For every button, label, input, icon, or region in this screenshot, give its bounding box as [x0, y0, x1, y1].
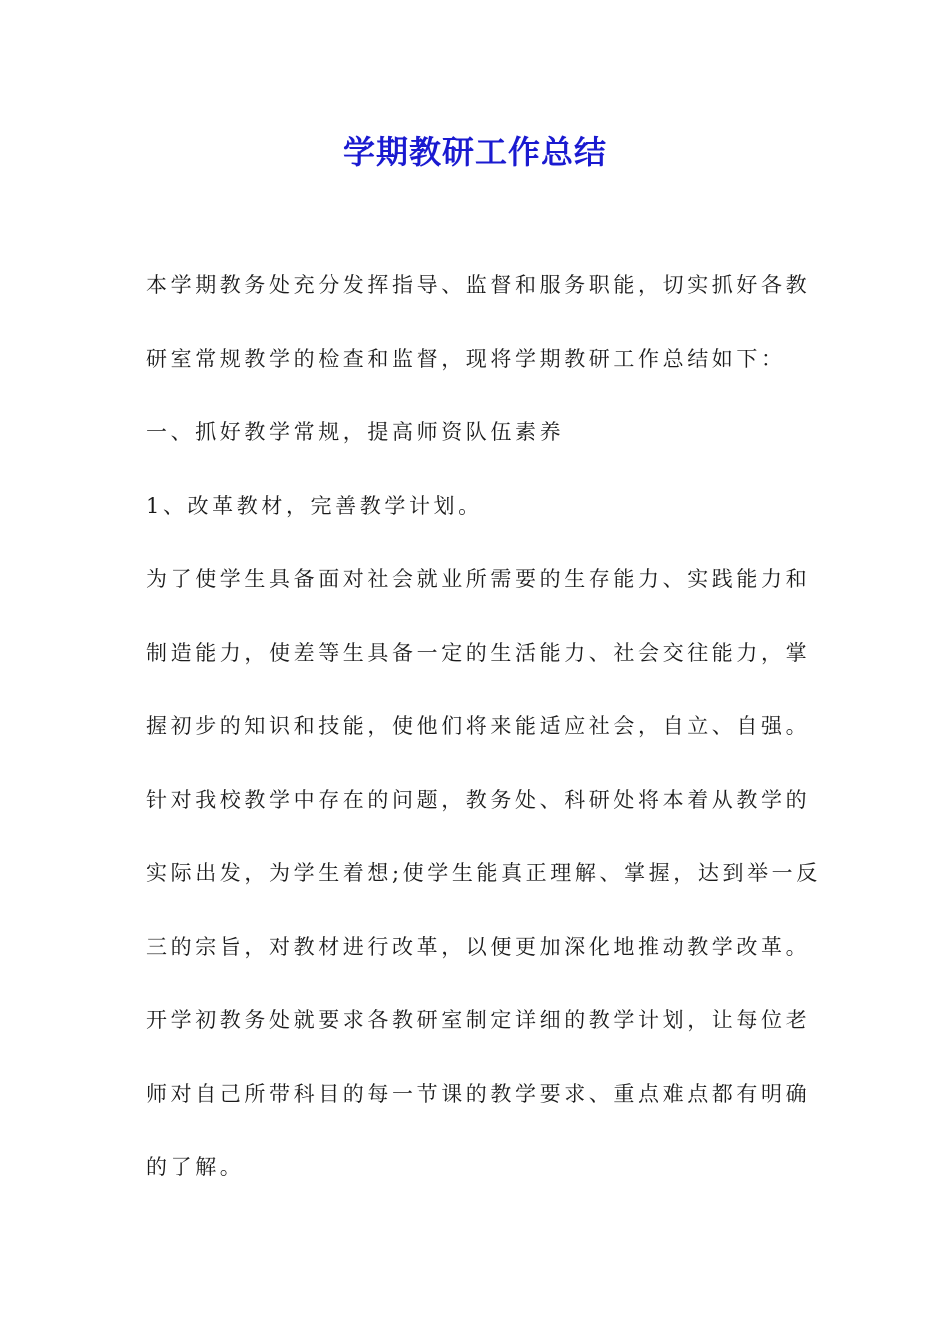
body-line: 针对我校教学中存在的问题，教务处、科研处将本着从教学的 — [146, 787, 811, 812]
body-line: 三的宗旨，对教材进行改革，以便更加深化地推动教学改革。 — [146, 934, 811, 959]
document-body — [146, 262, 826, 1218]
body-line: 握初步的知识和技能，使他们将来能适应社会，自立、自强。 — [146, 714, 811, 738]
body-line: 实际出发，为学生着想;使学生能真正理解、掌握，达到举一反 — [146, 861, 821, 885]
body-line: 为了使学生具备面对社会就业所需要的生存能力、实践能力和 — [146, 567, 811, 591]
body-line: 的了解。 — [146, 1155, 245, 1179]
body-line: 研室常规教学的检查和监督，现将学期教研工作总结如下： — [146, 346, 786, 371]
document-title: 学期教研工作总结 — [342, 133, 607, 171]
body-line: 制造能力，使差等生具备一定的生活能力、社会交往能力，掌 — [146, 640, 811, 665]
body-line: 开学初教务处就要求各教研室制定详细的教学计划，让每位老 — [146, 1008, 811, 1032]
subsection-heading: 1、改革教材，完善教学计划。 — [146, 493, 483, 518]
body-line: 本学期教务处充分发挥指导、监督和服务职能，切实抓好各教 — [146, 273, 811, 297]
body-line: 师对自己所带科目的每一节课的教学要求、重点难点都有明确 — [146, 1081, 811, 1106]
section-heading: 一、抓好教学常规，提高师资队伍素养 — [146, 420, 565, 444]
